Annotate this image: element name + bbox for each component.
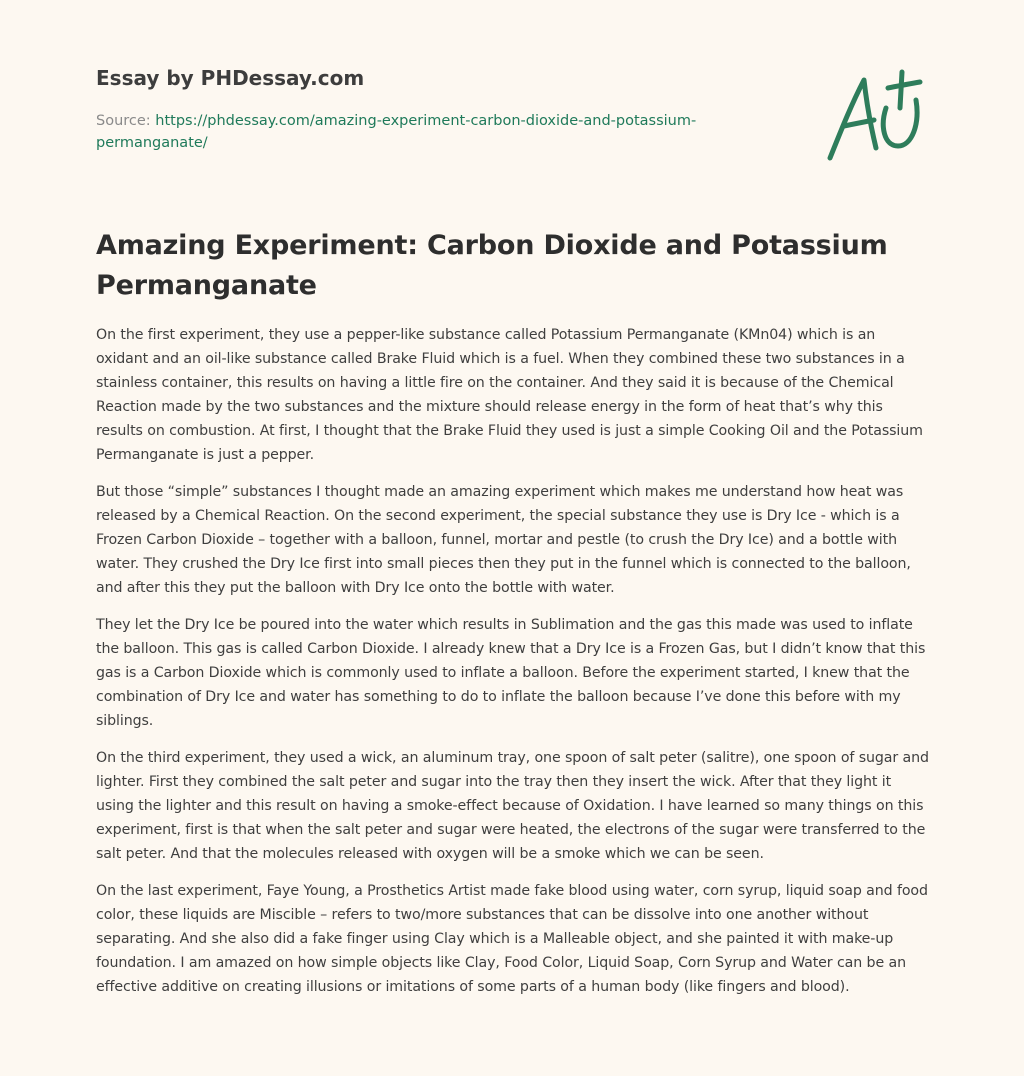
source-label: Source: <box>96 113 156 129</box>
paragraph: But those “simple” substances I thought made an amazing experiment which makes me understand how heat was released by a Chemical Reaction. On the second experiment, the special substance they use is Dry Ice - which is a Frozen Carbon Dioxide – together with a balloon, funnel, mortar and pestle (to crush the Dry Ice) and a bottle with water. They crushed the Dry Ice first into small pieces then they put in the funnel which is connected to the balloon, and after this they put the balloon with Dry Ice onto the bottle with water. <box>96 484 911 596</box>
article-title: Amazing Experiment: Carbon Dioxide and Potassium Permanganate <box>96 230 888 301</box>
article-body <box>96 323 931 1012</box>
source-line <box>96 110 776 154</box>
paragraph: They let the Dry Ice be poured into the water which results in Sublimation and the gas this made was used to inflate the balloon. This gas is called Carbon Dioxide. I already knew that a Dry Ice is a Frozen Gas, but I didn’t know that this gas is a Carbon Dioxide which is commonly used to inflate a balloon. Before the experiment started, I knew that the combination of Dry Ice and water has something to do to inflate the balloon because I’ve done this before with my siblings. <box>96 617 926 729</box>
page-header <box>96 64 776 154</box>
brand-title: Essay by PHDessay.com <box>96 66 365 90</box>
paragraph: On the last experiment, Faye Young, a Prosthetics Artist made fake blood using water, corn syrup, liquid soap and food color, these liquids are Miscible – refers to two/more substances that can be dissolve into one another without separating. And she also did a fake finger using Clay which is a Malleable object, and she painted it with make-up foundation. I am amazed on how simple objects like Clay, Food Color, Liquid Soap, Corn Syrup and Water can be an effective additive on creating illusions or imitations of some parts of a human body (like fingers and blood). <box>96 883 928 995</box>
paragraph: On the third experiment, they used a wick, an aluminum tray, one spoon of salt peter (salitre), one spoon of sugar and lighter. First they combined the salt peter and sugar into the tray then they insert the wick. After that they light it using the lighter and this result on having a smoke-effect because of Oxidation. I have learned so many things on this experiment, first is that when the salt peter and sugar were heated, the electrons of the sugar were transferred to the salt peter. And that the molecules released with oxygen will be a smoke which we can be seen. <box>96 750 929 862</box>
a-plus-logo-icon <box>820 68 930 164</box>
source-link[interactable]: https://phdessay.com/amazing-experiment-carbon-dioxide-and-potassium-permanganate/ <box>96 113 697 151</box>
paragraph: On the first experiment, they use a pepper-like substance called Potassium Permanganate (KMn04) which is an oxidant and an oil-like substance called Brake Fluid which is a fuel. When they combined these two substances in a stainless container, this results on having a little fire on the container. And they said it is because of the Chemical Reaction made by the two substances and the mixture should release energy in the form of heat that’s why this results on combustion. At first, I thought that the Brake Fluid they used is just a simple Cooking Oil and the Potassium Permanganate is just a pepper. <box>96 327 923 463</box>
